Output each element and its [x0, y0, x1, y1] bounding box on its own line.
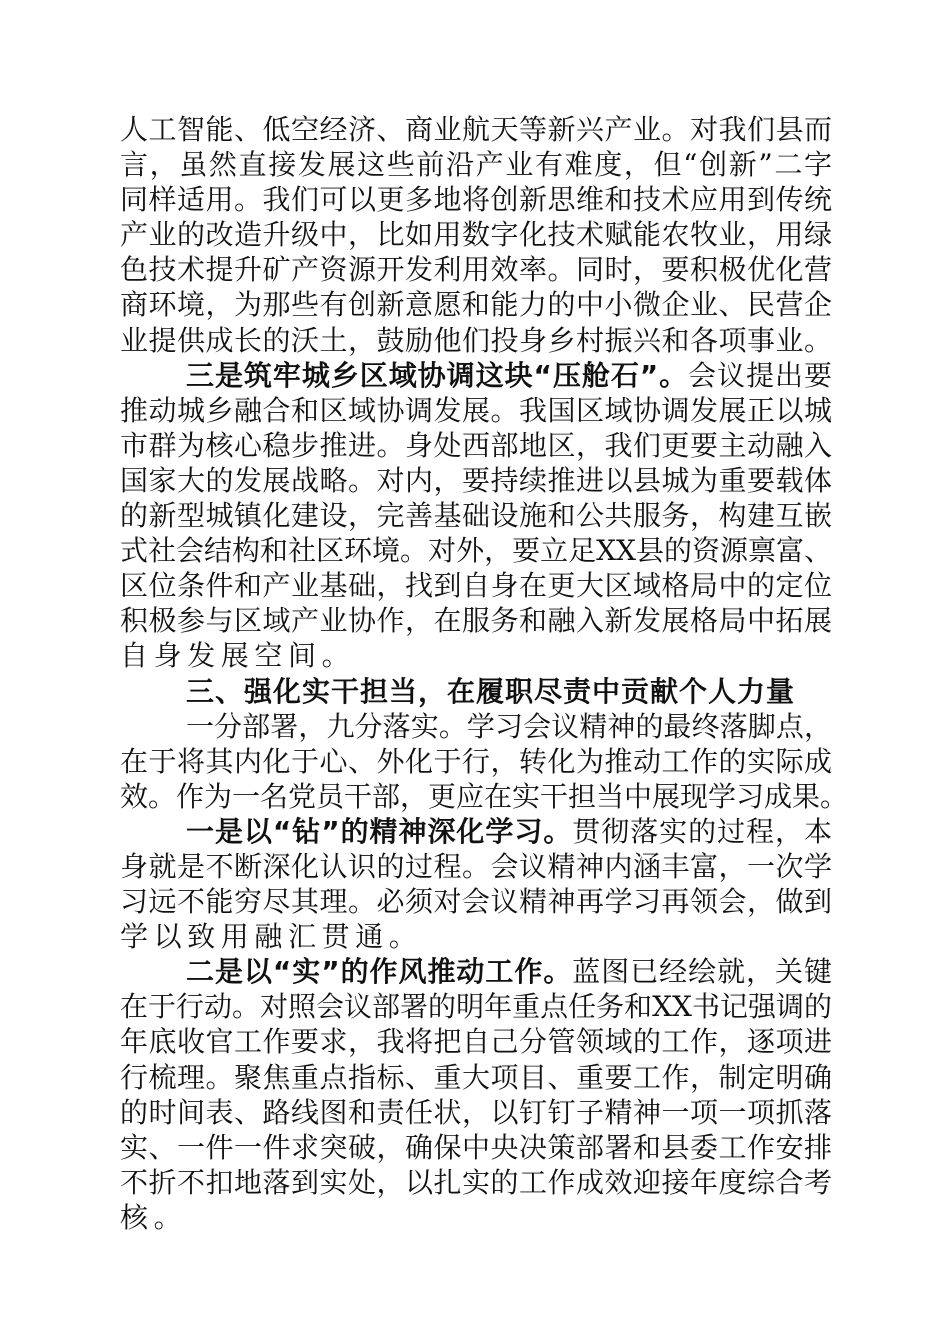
line-text: 在于将其内化于心、外化于行，转化为推动工作的实际成 — [120, 744, 832, 778]
text-line — [120, 1060, 832, 1095]
text-line — [120, 147, 832, 182]
text-line — [120, 323, 832, 358]
line-text: 贯彻落实的过程，本 — [572, 814, 832, 848]
line-text: 区位条件和产业基础，找到自身在更大区域格局中的定位 — [120, 569, 832, 603]
bold-lead-text: 二是以“实”的作风推动工作。 — [186, 955, 573, 989]
text-line — [120, 849, 832, 884]
text-line — [120, 1200, 832, 1235]
line-text: 不折不扣地落到实处，以扎实的工作成效迎接年度综合考 — [120, 1165, 832, 1199]
text-line — [120, 1165, 832, 1200]
line-text: 蓝图已经绘就，关键 — [572, 955, 832, 989]
line-text: 实、一件一件求突破，确保中央决策部署和县委工作安排 — [120, 1130, 832, 1164]
text-line — [120, 779, 849, 814]
line-text: 同样适用。我们可以更多地将创新思维和技术应用到传统 — [120, 183, 832, 217]
line-text: 行梳理。聚焦重点指标、重大项目、重要工作，制定明确 — [120, 1060, 832, 1094]
text-line — [120, 428, 832, 463]
line-text: 三、强化实干担当，在履职尽责中贡献个人力量 — [186, 674, 796, 708]
line-text: 习远不能穷尽其理。必须对会议精神再学习再领会，做到 — [120, 885, 832, 919]
line-text: 的新型城镇化建设，完善基础设施和公共服务，构建互嵌 — [120, 499, 832, 533]
text-line — [120, 568, 832, 603]
line-text: 推动城乡融合和区域协调发展。我国区域协调发展正以城 — [120, 393, 832, 427]
line-text: 言，虽然直接发展这些前沿产业有难度，但“创新”二字 — [120, 148, 832, 182]
text-line — [120, 498, 832, 533]
text-line — [120, 744, 832, 779]
text-line — [120, 603, 832, 638]
text-line — [120, 919, 832, 954]
line-text: 年底收官工作要求，我将把自己分管领域的工作，逐项进 — [120, 1025, 832, 1059]
line-text: 商环境，为那些有创新意愿和能力的中小微企业、民营企 — [120, 288, 832, 322]
line-text: 的时间表、路线图和责任状，以钉钉子精神一项一项抓落 — [120, 1095, 832, 1129]
text-line — [120, 709, 832, 744]
line-text: 业提供成长的沃土，鼓励他们投身乡村振兴和各项事业。 — [120, 323, 832, 357]
text-line — [120, 954, 832, 989]
line-text: 人工智能、低空经济、商业航天等新兴产业。对我们县而 — [120, 113, 832, 146]
bold-lead-text: 三是筑牢城乡区域协调这块“压舱石”。 — [186, 358, 689, 392]
line-text: 身就是不断深化认识的过程。会议精神内涵丰富，一次学 — [120, 849, 832, 883]
line-text: 效。作为一名党员干部，更应在实干担当中展现学习成果。 — [120, 779, 849, 813]
text-line — [120, 884, 832, 919]
line-text: 核。 — [120, 1200, 188, 1234]
line-text: 色技术提升矿产资源开发利用效率。同时，要积极优化营 — [120, 253, 832, 287]
line-text: 在于行动。对照会议部署的明年重点任务和XX书记强调的 — [120, 990, 832, 1024]
line-text: 积极参与区域产业协作，在服务和融入新发展格局中拓展 — [120, 604, 832, 638]
line-text: 会议提出要 — [688, 358, 832, 392]
bold-lead-text: 一是以“钻”的精神深化学习。 — [186, 814, 573, 848]
line-text: 自身发展空间。 — [120, 639, 356, 673]
text-line — [120, 1024, 832, 1059]
text-line — [120, 1130, 832, 1165]
text-line — [120, 638, 832, 673]
text-line — [120, 287, 832, 322]
line-text: 国家大的发展战略。对内，要持续推进以县城为重要载体 — [120, 463, 832, 497]
text-line — [120, 358, 832, 393]
line-text: 式社会结构和社区环境。对外，要立足XX县的资源禀富、 — [120, 534, 832, 568]
text-line — [120, 217, 832, 252]
text-line — [120, 989, 832, 1024]
text-line — [120, 112, 832, 147]
text-line — [120, 252, 832, 287]
section-heading — [120, 674, 832, 709]
line-text: 一分部署，九分落实。学习会议精神的最终落脚点， — [186, 709, 832, 743]
text-line — [120, 1095, 832, 1130]
text-line — [120, 182, 832, 217]
text-line — [120, 393, 832, 428]
line-text: 学以致用融汇贯通。 — [120, 920, 423, 954]
text-line — [120, 463, 832, 498]
text-line — [120, 533, 832, 568]
document-page — [120, 112, 849, 1235]
line-text: 市群为核心稳步推进。身处西部地区，我们更要主动融入 — [120, 428, 832, 462]
text-line — [120, 814, 832, 849]
line-text: 产业的改造升级中，比如用数字化技术赋能农牧业，用绿 — [120, 218, 832, 252]
